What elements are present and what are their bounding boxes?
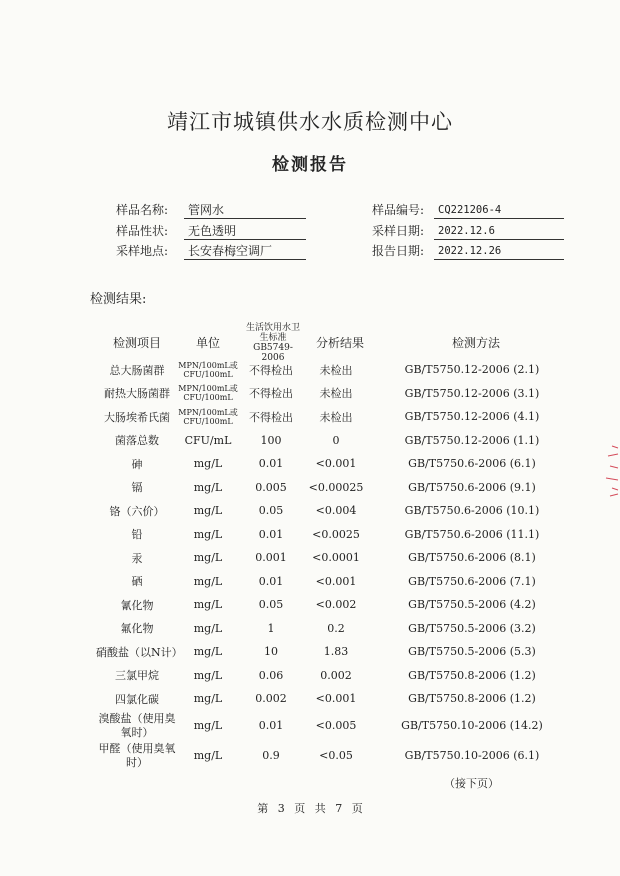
method-cell: GB/T5750.12-2006 (1.1) bbox=[404, 433, 540, 447]
item-cell: 甲醛（使用臭氧时） bbox=[98, 741, 176, 769]
results-table bbox=[96, 358, 576, 771]
header-limit: 生活饮用水卫生标准GB5749-2006 bbox=[245, 323, 300, 363]
limit-cell: 0.05 bbox=[258, 504, 284, 518]
results-label: 检测结果: bbox=[90, 292, 147, 307]
stamp-edge-mark bbox=[598, 442, 620, 502]
limit-cell: 0.01 bbox=[258, 574, 284, 588]
limit-cell: 不得检出 bbox=[249, 387, 293, 401]
method-cell: GB/T5750.6-2006 (9.1) bbox=[408, 480, 536, 494]
item-cell: 铬（六价） bbox=[109, 504, 165, 518]
report-date-value: 2022.12.26 bbox=[434, 243, 564, 260]
method-cell: GB/T5750.8-2006 (1.2) bbox=[408, 668, 536, 682]
unit-cell: mg/L bbox=[193, 719, 223, 732]
header-item: 检测项目 bbox=[112, 336, 161, 350]
unit-cell: mg/L bbox=[193, 645, 223, 659]
method-cell: GB/T5750.12-2006 (2.1) bbox=[404, 363, 540, 377]
table-row bbox=[96, 405, 576, 429]
sampling-date-value: 2022.12.6 bbox=[434, 223, 564, 240]
result-cell: <0.00025 bbox=[308, 480, 364, 494]
result-cell: <0.002 bbox=[315, 598, 357, 612]
unit-cell: mg/L bbox=[193, 621, 223, 635]
unit-cell: mg/L bbox=[193, 574, 223, 588]
sample-property-value: 无色透明 bbox=[184, 223, 306, 240]
limit-cell: 0.002 bbox=[255, 692, 287, 706]
method-cell: GB/T5750.6-2006 (7.1) bbox=[408, 574, 536, 588]
result-cell: 0.002 bbox=[320, 668, 352, 682]
result-cell: 1.83 bbox=[323, 645, 349, 659]
table-row bbox=[96, 358, 576, 382]
limit-cell: 0.05 bbox=[258, 598, 284, 612]
unit-cell: mg/L bbox=[193, 551, 223, 565]
limit-cell: 0.001 bbox=[255, 551, 287, 565]
item-cell: 溴酸盐（使用臭氧时） bbox=[98, 711, 176, 739]
limit-cell: 10 bbox=[264, 645, 278, 659]
table-row bbox=[96, 664, 576, 688]
unit-cell: mg/L bbox=[193, 598, 223, 612]
sample-id-value: CQ221206-4 bbox=[434, 202, 564, 219]
table-row bbox=[96, 382, 576, 406]
table-row bbox=[96, 741, 576, 771]
item-cell: 菌落总数 bbox=[115, 434, 159, 448]
continued-note: （接下页） bbox=[444, 777, 499, 790]
unit-cell: MPN/100mL或CFU/100mL bbox=[178, 407, 238, 426]
item-cell: 镉 bbox=[131, 481, 143, 495]
limit-cell: 0.06 bbox=[258, 668, 284, 682]
result-cell: 0 bbox=[332, 433, 340, 447]
result-cell: <0.004 bbox=[315, 504, 357, 518]
result-cell: 未检出 bbox=[319, 363, 353, 377]
report-date-label: 报告日期: bbox=[372, 244, 425, 258]
method-cell: GB/T5750.10-2006 (14.2) bbox=[401, 719, 543, 732]
unit-cell: mg/L bbox=[193, 480, 223, 494]
result-cell: 0.2 bbox=[327, 621, 345, 635]
table-row bbox=[96, 523, 576, 547]
item-cell: 四氯化碳 bbox=[115, 692, 159, 706]
unit-cell: mg/L bbox=[193, 749, 223, 762]
limit-cell: 100 bbox=[260, 433, 282, 447]
item-cell: 总大肠菌群 bbox=[109, 363, 165, 377]
method-cell: GB/T5750.5-2006 (5.3) bbox=[408, 645, 536, 659]
method-cell: GB/T5750.6-2006 (8.1) bbox=[408, 551, 536, 565]
result-cell: <0.005 bbox=[315, 719, 357, 732]
result-cell: <0.001 bbox=[315, 457, 357, 471]
sampling-location-value: 长安春梅空调厂 bbox=[184, 243, 306, 260]
item-cell: 砷 bbox=[131, 457, 143, 471]
result-cell: <0.0001 bbox=[312, 551, 360, 565]
table-row bbox=[96, 429, 576, 453]
item-cell: 硒 bbox=[131, 575, 143, 589]
organization-name: 靖江市城镇供水水质检测中心 bbox=[167, 110, 453, 134]
unit-cell: mg/L bbox=[193, 457, 223, 471]
sample-name-value: 管网水 bbox=[184, 202, 306, 219]
table-row bbox=[96, 711, 576, 741]
item-cell: 铅 bbox=[131, 528, 143, 542]
method-cell: GB/T5750.10-2006 (6.1) bbox=[404, 749, 540, 762]
item-cell: 氰化物 bbox=[120, 598, 154, 612]
header-method: 检测方法 bbox=[451, 336, 500, 350]
header-unit: 单位 bbox=[195, 336, 220, 350]
result-cell: 未检出 bbox=[319, 387, 353, 401]
method-cell: GB/T5750.12-2006 (4.1) bbox=[404, 410, 540, 424]
item-cell: 耐热大肠菌群 bbox=[104, 387, 170, 401]
table-row bbox=[96, 499, 576, 523]
item-cell: 氟化物 bbox=[120, 622, 154, 636]
method-cell: GB/T5750.5-2006 (4.2) bbox=[408, 598, 536, 612]
item-cell: 三氯甲烷 bbox=[115, 669, 159, 683]
table-row bbox=[96, 546, 576, 570]
limit-cell: 不得检出 bbox=[249, 410, 293, 424]
table-row bbox=[96, 687, 576, 711]
document-title: 检测报告 bbox=[272, 155, 348, 175]
item-cell: 大肠埃希氏菌 bbox=[104, 410, 170, 424]
result-cell: <0.0025 bbox=[312, 527, 360, 541]
result-cell: <0.001 bbox=[315, 574, 357, 588]
limit-cell: 0.01 bbox=[258, 527, 284, 541]
item-cell: 硝酸盐（以N计） bbox=[96, 645, 183, 659]
method-cell: GB/T5750.6-2006 (11.1) bbox=[404, 527, 540, 541]
table-row bbox=[96, 570, 576, 594]
sampling-location-label: 采样地点: bbox=[116, 244, 169, 258]
limit-cell: 0.9 bbox=[262, 749, 280, 762]
limit-cell: 不得检出 bbox=[249, 363, 293, 377]
unit-cell: mg/L bbox=[193, 527, 223, 541]
result-cell: <0.05 bbox=[319, 749, 353, 762]
unit-cell: mg/L bbox=[193, 668, 223, 682]
result-cell: <0.001 bbox=[315, 692, 357, 706]
sample-property-label: 样品性状: bbox=[116, 224, 169, 238]
unit-cell: MPN/100mL或CFU/100mL bbox=[178, 384, 238, 403]
unit-cell: mg/L bbox=[193, 692, 223, 706]
unit-cell: CFU/mL bbox=[184, 433, 232, 447]
table-row bbox=[96, 593, 576, 617]
table-row bbox=[96, 476, 576, 500]
item-cell: 汞 bbox=[131, 551, 143, 565]
sampling-date-label: 采样日期: bbox=[372, 224, 425, 238]
method-cell: GB/T5750.5-2006 (3.2) bbox=[408, 621, 536, 635]
header-result: 分析结果 bbox=[315, 336, 364, 350]
unit-cell: MPN/100mL或CFU/100mL bbox=[178, 360, 238, 379]
result-cell: 未检出 bbox=[319, 410, 353, 424]
limit-cell: 0.01 bbox=[258, 719, 284, 732]
sample-name-label: 样品名称: bbox=[116, 203, 169, 217]
method-cell: GB/T5750.8-2006 (1.2) bbox=[408, 692, 536, 706]
method-cell: GB/T5750.6-2006 (10.1) bbox=[404, 504, 540, 518]
table-row bbox=[96, 617, 576, 641]
limit-cell: 0.005 bbox=[255, 480, 287, 494]
method-cell: GB/T5750.12-2006 (3.1) bbox=[404, 386, 540, 400]
limit-cell: 0.01 bbox=[258, 457, 284, 471]
method-cell: GB/T5750.6-2006 (6.1) bbox=[408, 457, 536, 471]
table-row bbox=[96, 640, 576, 664]
unit-cell: mg/L bbox=[193, 504, 223, 518]
table-row bbox=[96, 452, 576, 476]
page-footer: 第 3 页 共 7 页 bbox=[257, 802, 363, 815]
limit-cell: 1 bbox=[267, 621, 275, 635]
sample-id-label: 样品编号: bbox=[372, 203, 425, 217]
